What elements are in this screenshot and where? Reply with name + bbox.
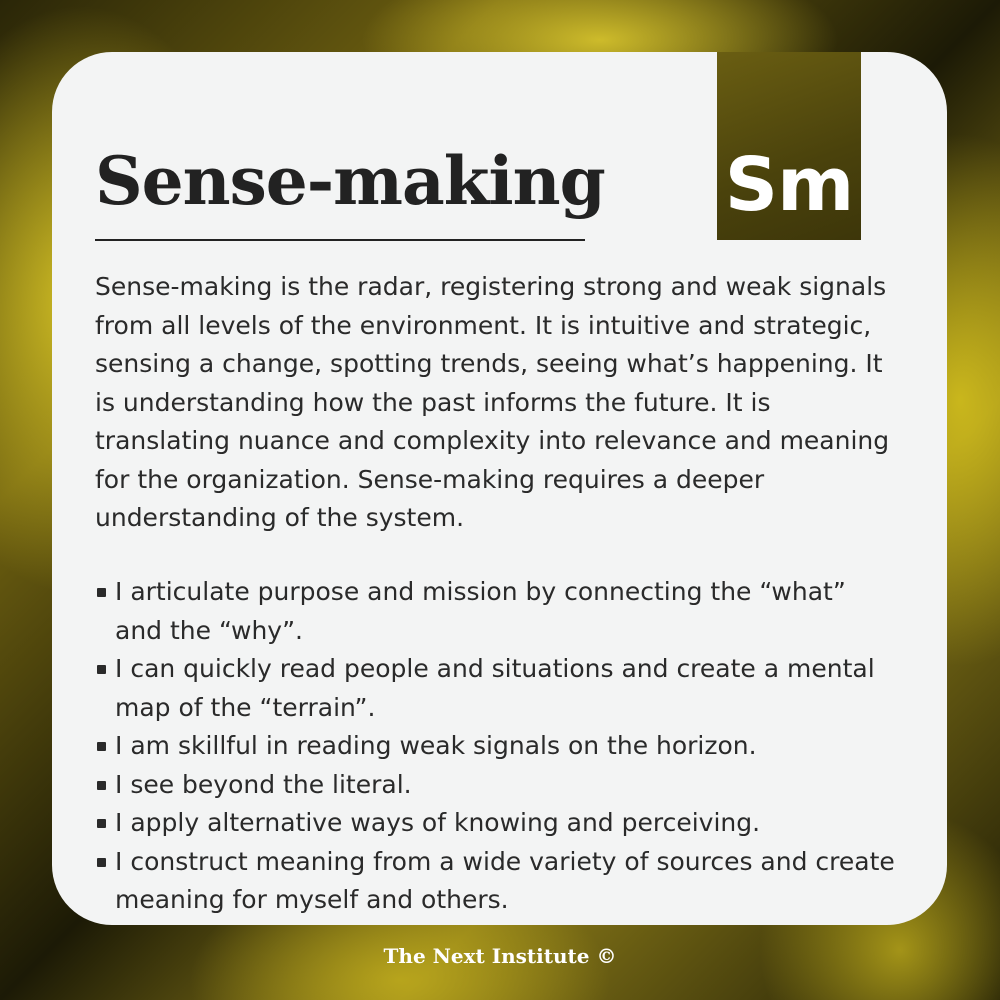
bullet-list — [95, 573, 895, 920]
list-item — [95, 650, 895, 727]
bullet-icon — [97, 588, 106, 597]
list-item-text: I am skillful in reading weak signals on the horizon. — [115, 731, 757, 760]
bullet-icon — [97, 819, 106, 828]
element-symbol-tile — [717, 52, 861, 240]
bullet-icon — [97, 742, 106, 751]
bullet-icon — [97, 858, 106, 867]
list-item — [95, 804, 895, 843]
list-item-text: I see beyond the literal. — [115, 769, 412, 799]
list-item-text: I can quickly read people and situations and create a mental map of the “terrain”. — [115, 654, 875, 722]
list-item — [95, 573, 895, 650]
list-item — [95, 727, 895, 766]
title-underline — [95, 239, 585, 241]
card-title: Sense-making — [95, 142, 605, 220]
list-item-text: I construct meaning from a wide variety of sources and create meaning for myself and others. — [115, 846, 895, 914]
list-item — [95, 843, 895, 920]
list-item-text: I apply alternative ways of knowing and perceiving. — [115, 808, 761, 837]
bullet-icon — [97, 781, 106, 790]
list-item-text: I articulate purpose and mission by connecting the “what” and the “why”. — [115, 577, 846, 645]
intro-paragraph: Sense-making is the radar, registering strong and weak signals from all levels of the environment. It is intuitive and strategic, sensing a change, spotting trends, seeing what’s happening. It is understanding how the past informs the future. It is translating nuance and complexity into relevance and meaning for the organization. Sense-making requires a deeper understanding of the system. — [95, 272, 890, 532]
bullet-icon — [97, 665, 106, 674]
list-item — [95, 766, 895, 805]
footer-credit: The Next Institute © — [383, 944, 617, 968]
element-symbol: Sm — [724, 142, 854, 228]
